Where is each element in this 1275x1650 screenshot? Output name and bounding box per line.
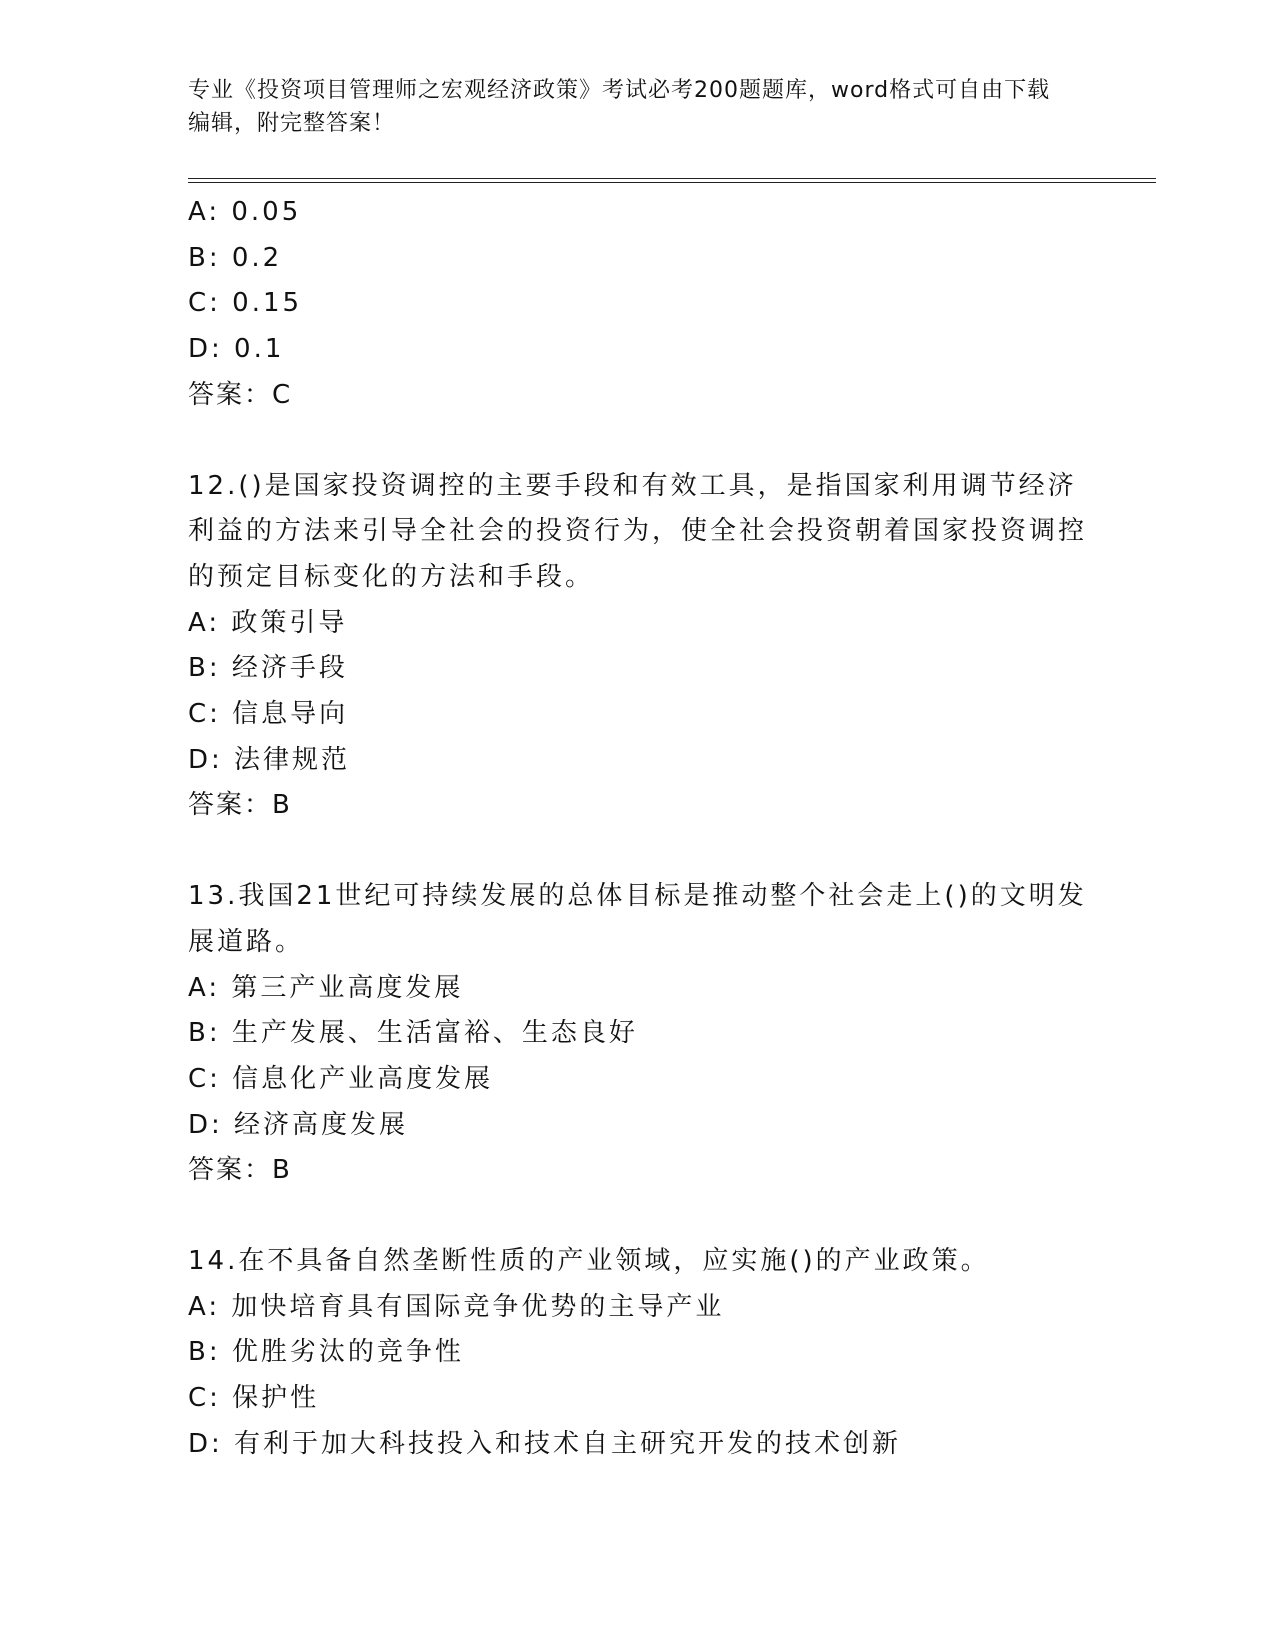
question-block-continued xyxy=(188,190,1088,419)
question-stem: 14.在不具备自然垄断性质的产业领域，应实施()的产业政策。 xyxy=(188,1246,990,1277)
answer: 答案：B xyxy=(188,790,292,821)
option-c: C: 保护性 xyxy=(188,1383,320,1414)
option-c: C: 0.15 xyxy=(188,288,303,319)
document-body xyxy=(188,190,1088,1468)
option-b: B: 经济手段 xyxy=(188,653,348,684)
option-d: D: 经济高度发展 xyxy=(188,1109,409,1140)
option-a: A: 政策引导 xyxy=(188,607,348,638)
option-b: B: 生产发展、生活富裕、生态良好 xyxy=(188,1018,638,1049)
option-d: D: 法律规范 xyxy=(188,744,351,775)
option-a: A: 第三产业高度发展 xyxy=(188,972,464,1003)
question-block-13 xyxy=(188,874,1088,1194)
option-c: C: 信息导向 xyxy=(188,699,349,730)
option-b: B: 0.2 xyxy=(188,242,283,273)
answer: 答案：C xyxy=(188,379,293,410)
option-d: D: 0.1 xyxy=(188,334,285,365)
page-header-title: 专业《投资项目管理师之宏观经济政策》考试必考200题题库，word格式可自由下载编辑，附完整答案！ xyxy=(188,78,1051,136)
option-b: B: 优胜劣汰的竞争性 xyxy=(188,1337,464,1368)
option-a: A: 0.05 xyxy=(188,197,302,227)
option-a: A: 加快培育具有国际竞争优势的主导产业 xyxy=(188,1291,725,1322)
option-c: C: 信息化产业高度发展 xyxy=(188,1063,494,1094)
question-stem: 12.()是国家投资调控的主要手段和有效工具，是指国家利用调节经济利益的方法来引导全社会的投资行为，使全社会投资朝着国家投资调控的预定目标变化的方法和手段。 xyxy=(188,470,1088,592)
answer: 答案：B xyxy=(188,1155,292,1186)
header-divider xyxy=(188,178,1156,183)
question-block-12 xyxy=(188,464,1088,830)
option-d: D: 有利于加大科技投入和技术自主研究开发的技术创新 xyxy=(188,1428,902,1459)
question-stem: 13.我国21世纪可持续发展的总体目标是推动整个社会走上()的文明发展道路。 xyxy=(188,881,1087,957)
question-block-14 xyxy=(188,1239,1088,1468)
